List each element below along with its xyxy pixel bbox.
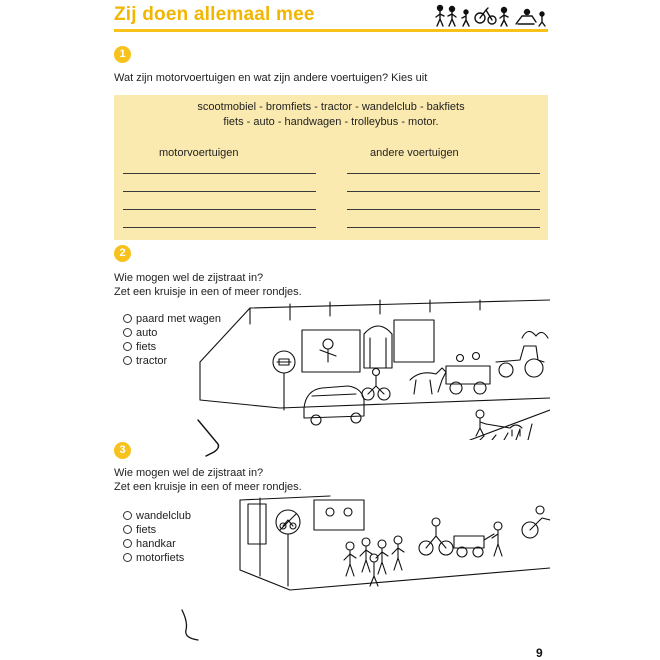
column-label-motor-vehicles: motorvoertuigen: [159, 147, 239, 159]
checkbox-circle[interactable]: [123, 511, 132, 520]
option-walking-club[interactable]: [123, 510, 191, 523]
option-label: motorfiets: [136, 552, 185, 564]
street-scene-illustration: [180, 290, 550, 440]
answer-line[interactable]: [347, 209, 540, 210]
prompt-line: Zet een kruisje in een of meer rondjes.: [114, 481, 302, 493]
prompt-line: Zet een kruisje in een of meer rondjes.: [114, 286, 302, 298]
checkbox-circle[interactable]: [123, 342, 132, 351]
checkbox-circle[interactable]: [123, 553, 132, 562]
page-title: Zij doen allemaal mee: [114, 4, 315, 25]
answer-line[interactable]: [123, 227, 316, 228]
exercise-number-badge: 3: [114, 442, 131, 459]
walking-figures-illustration: [432, 2, 548, 28]
option-label: auto: [136, 327, 158, 339]
exercise-1-prompt: Wat zijn motorvoertuigen en wat zijn andere voertuigen? Kies uit: [114, 72, 428, 84]
page-number: 9: [536, 646, 543, 660]
option-label: fiets: [136, 524, 157, 536]
checkbox-circle[interactable]: [123, 525, 132, 534]
checkbox-circle[interactable]: [123, 314, 132, 323]
option-label: handkar: [136, 538, 176, 550]
answer-line[interactable]: [347, 191, 540, 192]
option-label: tractor: [136, 355, 168, 367]
street-scene-illustration: [230, 490, 550, 610]
checkbox-circle[interactable]: [123, 356, 132, 365]
title-underline: [114, 29, 548, 32]
option-label: wandelclub: [136, 510, 192, 522]
answer-line[interactable]: [123, 209, 316, 210]
option-label: fiets: [136, 341, 157, 353]
curb-stroke: [178, 608, 204, 642]
answer-line[interactable]: [347, 173, 540, 174]
word-bank-line: scootmobiel - bromfiets - tractor - wandelclub - bakfiets: [197, 101, 465, 113]
option-motorcycle[interactable]: [123, 552, 184, 565]
exercise-number-badge: 2: [114, 245, 131, 262]
option-bicycle[interactable]: [123, 524, 156, 537]
curb-stroke: [196, 418, 226, 458]
answer-line[interactable]: [123, 191, 316, 192]
word-bank-line: fiets - auto - handwagen - trolleybus - motor.: [223, 116, 439, 128]
answer-line[interactable]: [123, 173, 316, 174]
column-label-other-vehicles: andere voertuigen: [370, 147, 459, 159]
word-bank: [114, 100, 548, 130]
answer-box: [114, 95, 548, 240]
option-tractor[interactable]: [123, 355, 167, 368]
prompt-line: Wie mogen wel de zijstraat in?: [114, 467, 264, 479]
option-car[interactable]: [123, 327, 157, 340]
checkbox-circle[interactable]: [123, 328, 132, 337]
prompt-line: Wie mogen wel de zijstraat in?: [114, 272, 264, 284]
answer-line[interactable]: [347, 227, 540, 228]
checkbox-circle[interactable]: [123, 539, 132, 548]
option-handcart[interactable]: [123, 538, 176, 551]
option-bicycle[interactable]: [123, 341, 156, 354]
exercise-number-badge: 1: [114, 46, 131, 63]
option-label: paard met wagen: [136, 313, 221, 325]
